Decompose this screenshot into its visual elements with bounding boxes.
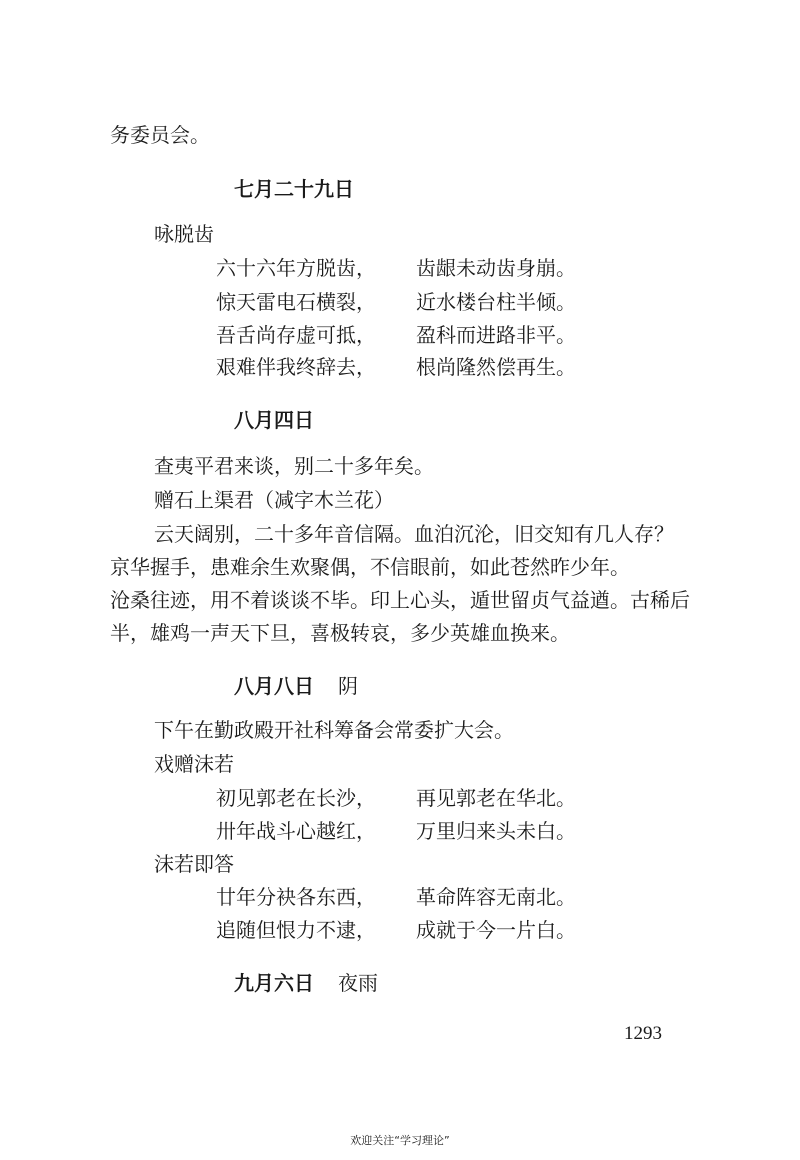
poem-paragraph-line: 沧桑往迹，用不着谈谈不毕。印上心头，遁世留贞气益遒。古稀后 (110, 588, 690, 612)
poem-line-right: 再见郭老在华北。 (416, 786, 576, 810)
poem-line-left: 初见郭老在长沙， (216, 786, 376, 810)
poem-line-right: 齿龈未动齿身崩。 (416, 256, 576, 280)
entry-date: 八月四日 (234, 408, 314, 432)
entry-date-heading (234, 674, 358, 698)
page-number: 1293 (624, 1023, 662, 1044)
entry-date: 九月六日 (234, 971, 314, 995)
poem-paragraph-line: 京华握手，患难余生欢聚偶，不信眼前，如此苍然昨少年。 (110, 555, 630, 579)
poem-line-right: 盈科而进路非平。 (416, 323, 576, 347)
entry-date-heading (234, 971, 378, 995)
poem-paragraph-line: 半，雄鸡一声天下旦，喜极转哀，多少英雄血换来。 (110, 621, 570, 645)
poem-title: 沫若即答 (154, 852, 234, 876)
poem-line-left: 廿年分袂各东西， (216, 885, 376, 909)
poem-title: 赠石上渠君（减字木兰花） (154, 488, 394, 512)
poem-line-right: 成就于今一片白。 (416, 918, 576, 942)
poem-line-left: 吾舌尚存虚可抵， (216, 323, 376, 347)
poem-line-right: 根尚隆然偿再生。 (416, 355, 576, 379)
entry-date-heading (234, 177, 354, 201)
poem-title: 戏赠沫若 (154, 752, 234, 776)
poem-line-right: 万里归来头未白。 (416, 819, 576, 843)
poem-line-left: 六十六年方脱齿， (216, 256, 376, 280)
entry-text: 下午在勤政殿开社科筹备会常委扩大会。 (154, 718, 514, 742)
poem-line-left: 惊天雷电石横裂， (216, 290, 376, 314)
poem-line-right: 革命阵容无南北。 (416, 885, 576, 909)
entry-weather: 夜雨 (338, 971, 378, 995)
entry-date-heading (234, 408, 314, 432)
carry-over-text: 务委员会。 (110, 123, 210, 147)
poem-line-left: 追随但恨力不逮， (216, 918, 376, 942)
entry-text: 查夷平君来谈，别二十多年矣。 (154, 454, 434, 478)
poem-line-left: 艰难伴我终辞去， (216, 355, 376, 379)
poem-paragraph-line: 云天阔别，二十多年音信隔。血泊沉沦，旧交知有几人存？ (154, 522, 674, 546)
footer-watermark: 欢迎关注“学习理论” (350, 1134, 450, 1147)
entry-date: 七月二十九日 (234, 177, 354, 201)
entry-weather: 阴 (338, 674, 358, 698)
poem-title: 咏脱齿 (154, 222, 214, 246)
poem-line-left: 卅年战斗心越红， (216, 819, 376, 843)
entry-date: 八月八日 (234, 674, 314, 698)
poem-line-right: 近水楼台柱半倾。 (416, 290, 576, 314)
